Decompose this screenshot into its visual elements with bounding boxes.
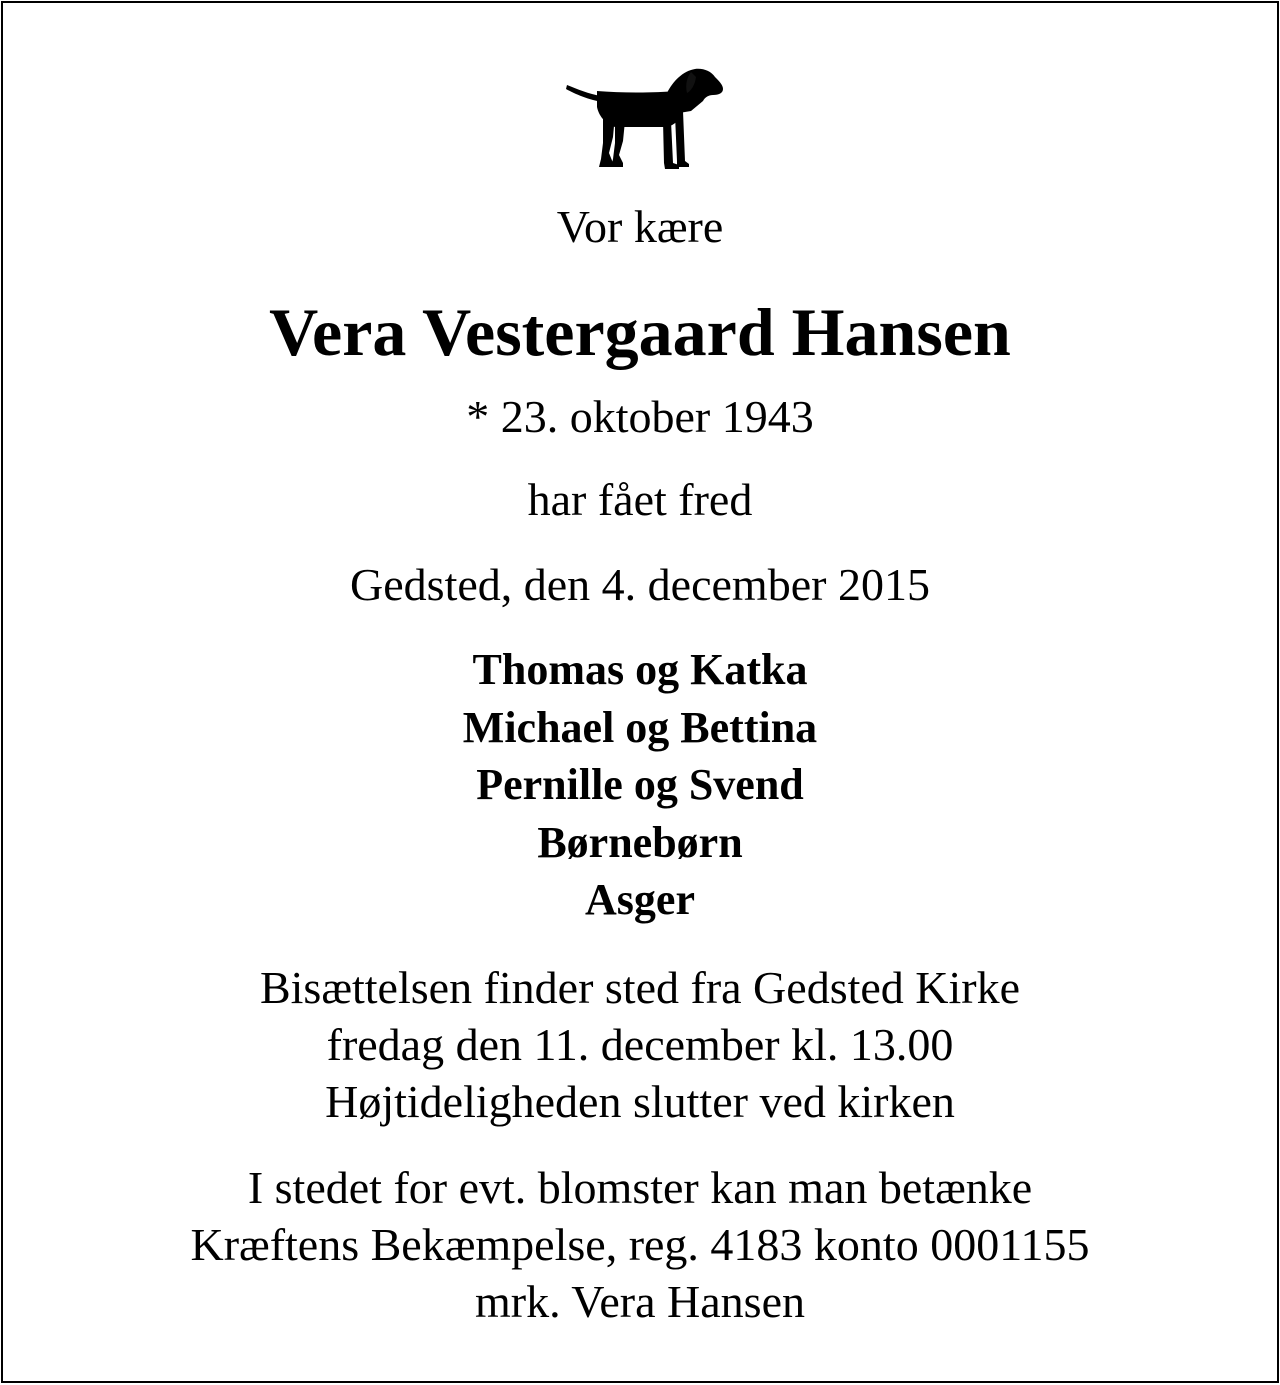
funeral-line: fredag den 11. december kl. 13.00	[326, 1019, 954, 1070]
mourner-line: Asger	[585, 875, 695, 924]
birth-date: * 23. oktober 1943	[466, 391, 814, 442]
funeral-line: Højtideligheden slutter ved kirken	[325, 1076, 955, 1127]
mourners-list	[3, 641, 1277, 929]
mourner-line: Michael og Bettina	[462, 702, 818, 752]
donation-line: Kræftens Bekæmpelse, reg. 4183 konto 0001155	[190, 1219, 1090, 1270]
funeral-details	[3, 959, 1277, 1130]
funeral-line: Bisættelsen finder sted fra Gedsted Kirke	[259, 962, 1021, 1013]
dog-silhouette-icon	[563, 63, 727, 171]
passed-away-text: har fået fred	[527, 474, 753, 525]
donation-details	[3, 1159, 1277, 1330]
donation-line: mrk. Vera Hansen	[475, 1276, 805, 1327]
mourner-line: Børnebørn	[537, 817, 743, 867]
obituary-notice	[1, 1, 1279, 1383]
donation-line: I stedet for evt. blomster kan man betænke	[247, 1162, 1033, 1213]
intro-text: Vor kære	[556, 201, 724, 252]
mourner-line: Thomas og Katka	[472, 645, 808, 694]
mourner-line: Pernille og Svend	[476, 760, 804, 809]
deceased-name: Vera Vestergaard Hansen	[269, 294, 1011, 370]
place-and-date: Gedsted, den 4. december 2015	[350, 559, 930, 610]
